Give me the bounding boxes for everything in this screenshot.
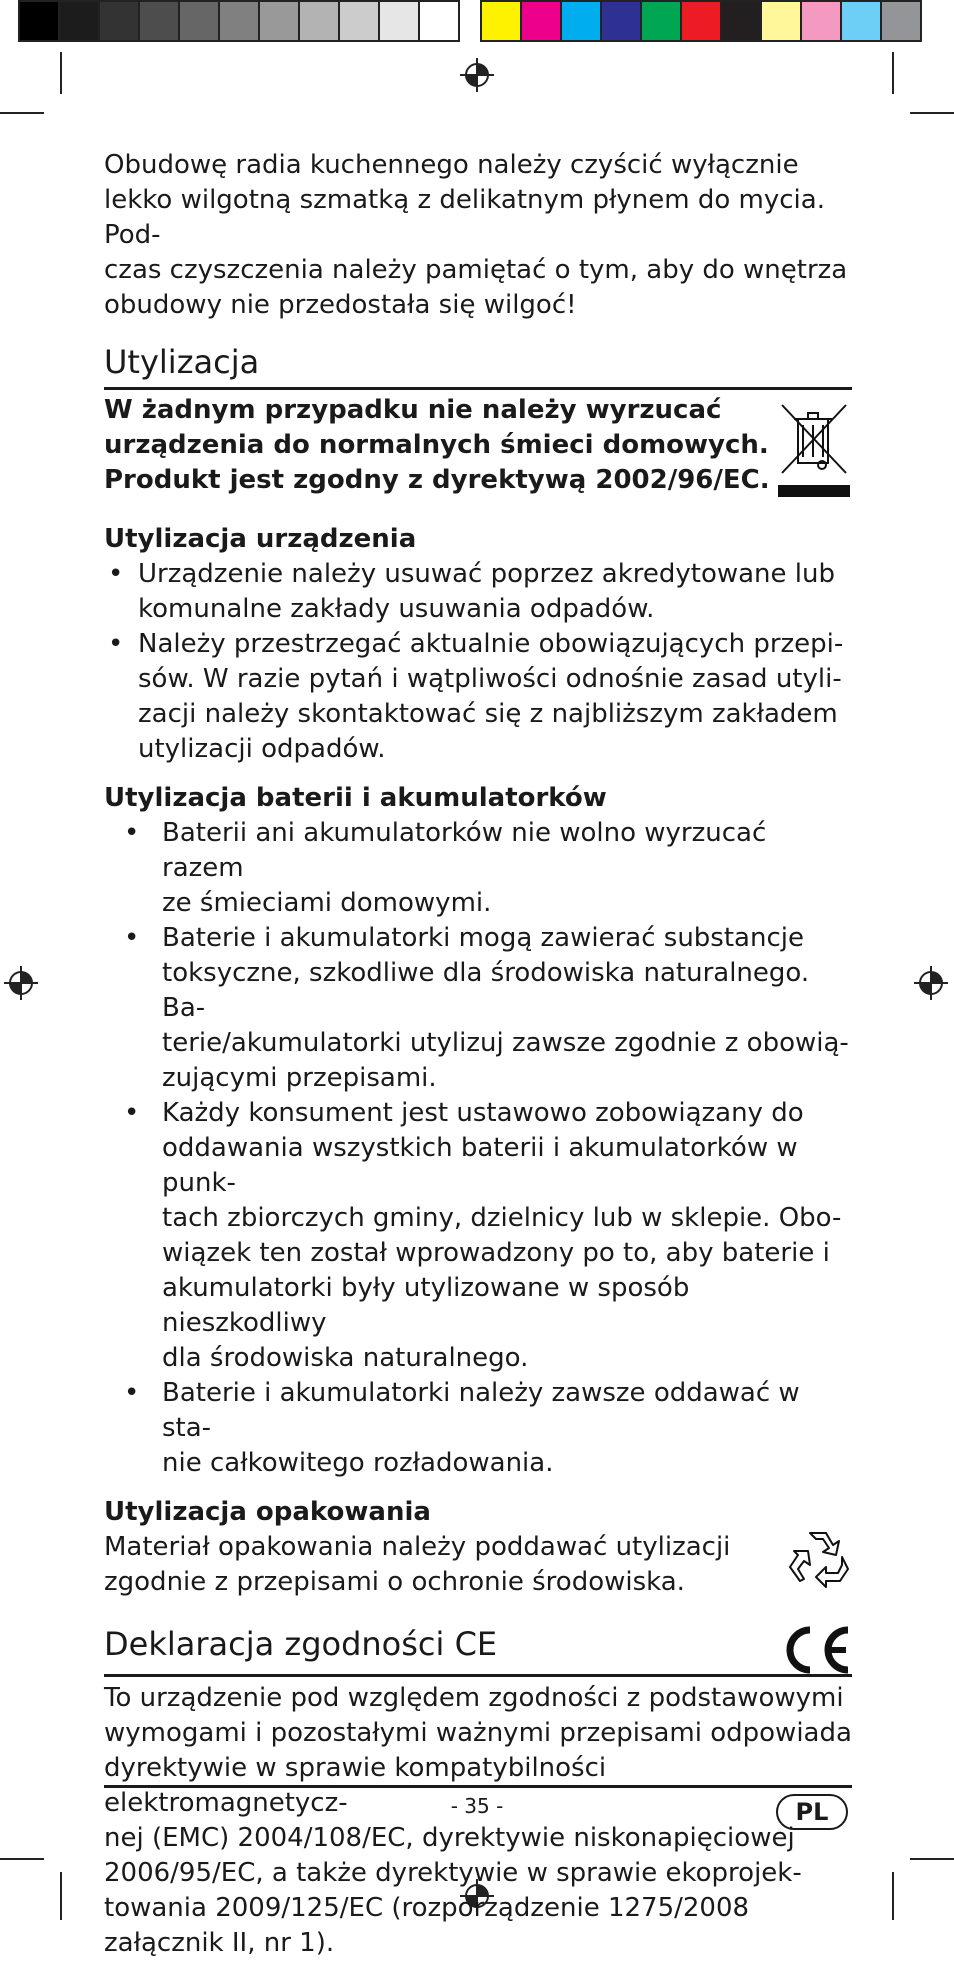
- text-line: Baterie i akumulatorki należy zawsze oddawać w sta-: [162, 1378, 800, 1443]
- crop-mark: [0, 1858, 44, 1860]
- text-line: zgodnie z przepisami o ochronie środowiska.: [104, 1567, 685, 1597]
- color-swatch: [220, 0, 260, 42]
- color-swatch: [260, 0, 300, 42]
- color-swatch: [420, 0, 460, 42]
- color-swatch: [882, 0, 922, 42]
- text-line: utylizacji odpadów.: [138, 734, 386, 764]
- color-swatch: [602, 0, 642, 42]
- text-line: toksyczne, szkodliwe dla środowiska naturalnego. Ba-: [162, 958, 810, 1023]
- text-line: nej (EMC) 2004/108/EC, dyrektywie niskonapięciowej: [104, 1823, 795, 1853]
- cleaning-paragraph: [104, 148, 852, 323]
- text-line: Obudowę radia kuchennego należy czyścić wyłącznie: [104, 150, 799, 180]
- text-line: Materiał opakowania należy poddawać utylizacji: [104, 1532, 731, 1562]
- color-swatch: [682, 0, 722, 42]
- text-line: 2006/95/EC, a także dyrektywie w sprawie ekoprojek-: [104, 1858, 802, 1888]
- printer-color-bar: [18, 0, 922, 42]
- bullet-list: [104, 816, 852, 1481]
- bullet-icon: •: [108, 559, 124, 589]
- color-swatch: [802, 0, 842, 42]
- crop-mark: [892, 52, 894, 94]
- color-swatch: [642, 0, 682, 42]
- text-line: czas czyszczenia należy pamiętać o tym, aby do wnętrza: [104, 255, 848, 285]
- color-swatch: [522, 0, 562, 42]
- footer-rule: [104, 1785, 852, 1788]
- heading-rule: [104, 1674, 852, 1677]
- text-line: zacji należy skontaktować się z najbliższym zakładem: [138, 699, 838, 729]
- registration-mark-icon: [458, 56, 496, 94]
- section-disposal: [104, 342, 852, 498]
- subsection-heading: Utylizacja opakowania: [104, 1497, 431, 1527]
- text-line: komunalne zakłady usuwania odpadów.: [138, 594, 655, 624]
- warning-line: urządzenia do normalnych śmieci domowych.: [104, 430, 769, 460]
- bullet-icon: •: [108, 629, 124, 659]
- text-line: tach zbiorczych gminy, dzielnicy lub w sklepie. Obo-: [162, 1203, 842, 1233]
- text-line: terie/akumulatorki utylizuj zawsze zgodnie z obowią-: [162, 1028, 849, 1058]
- text-line: dyrektywie w sprawie kompatybilności elektromagnetycz-: [104, 1753, 607, 1818]
- bullet-icon: •: [124, 1098, 140, 1128]
- list-item: [104, 921, 852, 1096]
- registration-mark-icon: [912, 964, 950, 1002]
- text-line: To urządzenie pod względem zgodności z podstawowymi: [104, 1683, 844, 1713]
- text-line: Każdy konsument jest ustawowo zobowiązany do: [162, 1098, 804, 1128]
- text-line: ze śmieciami domowymi.: [162, 888, 492, 918]
- color-swatch: [300, 0, 340, 42]
- crossed-out-wheelie-bin-icon: [776, 401, 852, 501]
- section-heading: Utylizacja: [104, 343, 260, 381]
- text-line: Baterie i akumulatorki mogą zawierać substancje: [162, 923, 804, 953]
- section-ce-declaration: [104, 1624, 852, 1961]
- list-item: [104, 557, 852, 627]
- language-badge: PL: [776, 1794, 848, 1830]
- color-swatch: [722, 0, 762, 42]
- color-swatch: [18, 0, 60, 42]
- warning-line: W żadnym przypadku nie należy wyrzucać: [104, 395, 722, 425]
- text-line: Urządzenie należy usuwać poprzez akredytowane lub: [138, 559, 835, 589]
- text-line: zującymi przepisami.: [162, 1063, 437, 1093]
- disposal-warning: [104, 393, 852, 498]
- crop-mark: [60, 52, 62, 94]
- crop-mark: [0, 112, 44, 114]
- text-line: załącznik II, nr 1).: [104, 1928, 335, 1958]
- section-battery-disposal: [104, 781, 852, 1481]
- section-heading: Deklaracja zgodności CE: [104, 1625, 498, 1663]
- text-line: akumulatorki były utylizowane w sposób nieszkodliwy: [162, 1273, 690, 1338]
- color-swatch: [762, 0, 802, 42]
- recycling-icon: [786, 1527, 852, 1591]
- text-line: oddawania wszystkich baterii i akumulatorków w punk-: [162, 1133, 798, 1198]
- color-swatch: [842, 0, 882, 42]
- text-line: wymogami i pozostałymi ważnymi przepisami odpowiada: [104, 1718, 852, 1748]
- text-line: sów. W razie pytań i wątpliwości odnośnie zasad utyli-: [138, 664, 842, 694]
- text-line: wiązek ten został wprowadzony po to, aby baterie i: [162, 1238, 830, 1268]
- color-swatch: [380, 0, 420, 42]
- color-swatch: [180, 0, 220, 42]
- bullet-icon: •: [124, 818, 140, 848]
- heading-rule: [104, 387, 852, 390]
- text-line: Należy przestrzegać aktualnie obowiązujących przepi-: [138, 629, 844, 659]
- color-swatch: [140, 0, 180, 42]
- color-swatch: [480, 0, 522, 42]
- section-device-disposal: [104, 522, 852, 767]
- list-item: [104, 627, 852, 767]
- text-line: Baterii ani akumulatorków nie wolno wyrzucać razem: [162, 818, 767, 883]
- ce-mark-icon: [780, 1624, 852, 1674]
- bullet-list: [104, 557, 852, 767]
- warning-line: Produkt jest zgodny z dyrektywą 2002/96/EC.: [104, 465, 770, 495]
- bullet-icon: •: [124, 1378, 140, 1408]
- text-line: dla środowiska naturalnego.: [162, 1343, 529, 1373]
- text-line: obudowy nie przedostała się wilgoć!: [104, 290, 577, 320]
- page-number: - 35 -: [450, 1794, 504, 1818]
- list-item: [104, 1376, 852, 1481]
- text-line: nie całkowitego rozładowania.: [162, 1448, 554, 1478]
- subsection-heading: Utylizacja urządzenia: [104, 524, 417, 554]
- list-item: [104, 1096, 852, 1376]
- crop-mark: [60, 1872, 62, 1920]
- subsection-heading: Utylizacja baterii i akumulatorków: [104, 783, 607, 813]
- text-line: lekko wilgotną szmatką z delikatnym płynem do mycia. Pod-: [104, 185, 825, 250]
- crop-mark: [910, 1858, 954, 1860]
- crop-mark: [910, 112, 954, 114]
- list-item: [104, 816, 852, 921]
- crop-mark: [892, 1872, 894, 1920]
- color-swatch: [562, 0, 602, 42]
- text-line: towania 2009/125/EC (rozporządzenie 1275/2008: [104, 1893, 750, 1923]
- color-swatch: [100, 0, 140, 42]
- page-content: [104, 148, 852, 1961]
- bullet-icon: •: [124, 923, 140, 953]
- color-swatch: [340, 0, 380, 42]
- registration-mark-icon: [2, 964, 40, 1002]
- color-swatch: [60, 0, 100, 42]
- ce-paragraph: [104, 1681, 852, 1961]
- section-packaging-disposal: [104, 1495, 852, 1600]
